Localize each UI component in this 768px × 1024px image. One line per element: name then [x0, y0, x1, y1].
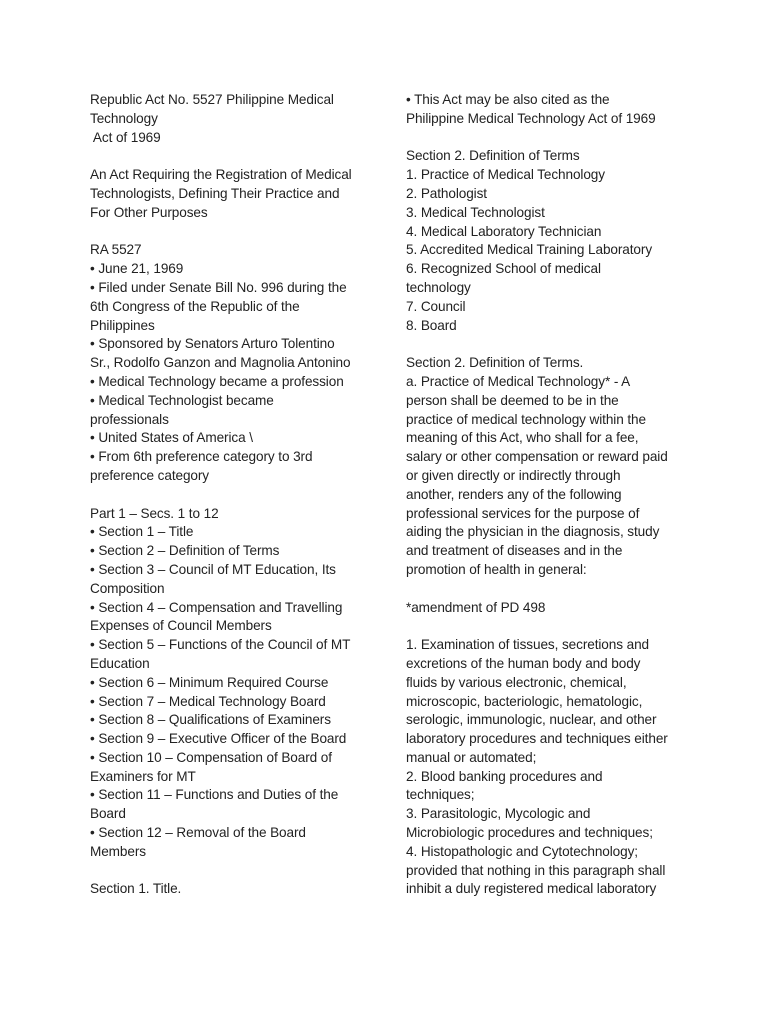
- right-blank-line: [406, 335, 688, 354]
- right-text-line: meaning of this Act, who shall for a fee,: [406, 430, 639, 446]
- left-text-line: An Act Requiring the Registration of Medical: [90, 167, 352, 183]
- left-text-line: RA 5527: [90, 242, 142, 258]
- right-text-line: 3. Parasitologic, Mycologic and: [406, 806, 591, 822]
- right-text-line: laboratory procedures and techniques either: [406, 731, 668, 747]
- left-column: [90, 91, 380, 899]
- right-blank-line: [406, 617, 688, 636]
- left-text-line: Act of 1969: [90, 129, 161, 145]
- right-text-line: technology: [406, 279, 471, 295]
- right-text-line: a. Practice of Medical Technology* - A: [406, 373, 631, 389]
- left-text-line: • Sponsored by Senators Arturo Tolentino: [90, 336, 335, 352]
- right-text-line: professional services for the purpose of: [406, 505, 640, 521]
- left-text-line: preference category: [90, 467, 210, 483]
- left-text-line: Members: [90, 843, 146, 859]
- right-text-line: 1. Practice of Medical Technology: [406, 167, 605, 183]
- right-text-line: • This Act may be also cited as the: [406, 92, 610, 107]
- right-blank-line: [406, 129, 688, 148]
- right-text-line: Section 2. Definition of Terms.: [406, 355, 584, 371]
- right-text-line: 3. Medical Technologist: [406, 204, 545, 220]
- left-text-line: Part 1 – Secs. 1 to 12: [90, 505, 219, 521]
- left-blank-line: [90, 147, 380, 166]
- right-text-line: 8. Board: [406, 317, 457, 333]
- left-text-line: • Section 9 – Executive Officer of the Board: [90, 731, 347, 747]
- left-text-line: • June 21, 1969: [90, 261, 184, 277]
- left-text-line: • Section 10 – Compensation of Board of: [90, 749, 332, 765]
- left-text-line: • Filed under Senate Bill No. 996 during the: [90, 279, 347, 295]
- right-text-line: another, renders any of the following: [406, 486, 622, 502]
- right-text-line: salary or other compensation or reward paid: [406, 449, 668, 465]
- left-text-line: • Section 3 – Council of MT Education, Its: [90, 561, 336, 577]
- left-text-line: Expenses of Council Members: [90, 618, 272, 634]
- right-text-line: 6. Recognized School of medical: [406, 261, 601, 277]
- right-text-line: *amendment of PD 498: [406, 599, 546, 615]
- right-text-line: techniques;: [406, 787, 475, 803]
- left-text-line: • Section 4 – Compensation and Travelling: [90, 599, 343, 615]
- left-text-line: • Section 2 – Definition of Terms: [90, 543, 280, 559]
- left-text-line: • From 6th preference category to 3rd: [90, 449, 313, 465]
- right-text-line: practice of medical technology within the: [406, 411, 646, 427]
- left-text-line: Composition: [90, 580, 165, 596]
- left-text-line: Technologists, Defining Their Practice and: [90, 185, 340, 201]
- right-text-line: inhibit a duly registered medical laboratory: [406, 881, 657, 897]
- right-text-line: Section 2. Definition of Terms: [406, 148, 580, 164]
- right-text-line: aiding the physician in the diagnosis, study: [406, 524, 660, 540]
- left-text-line: • Section 12 – Removal of the Board: [90, 825, 306, 841]
- left-blank-line: [90, 486, 380, 505]
- left-text-line: For Other Purposes: [90, 204, 208, 220]
- right-text-line: 5. Accredited Medical Training Laboratory: [406, 242, 653, 258]
- left-text-line: professionals: [90, 411, 169, 427]
- left-text-line: Section 1. Title.: [90, 881, 182, 897]
- right-column: [406, 91, 688, 899]
- right-text-line: 4. Medical Laboratory Technician: [406, 223, 602, 239]
- left-text-line: • Medical Technologist became: [90, 392, 274, 408]
- left-text-line: • United States of America \: [90, 430, 253, 446]
- left-text-line: Republic Act No. 5527 Philippine Medical: [90, 92, 334, 107]
- right-blank-line: [406, 580, 688, 599]
- right-text-line: 1. Examination of tissues, secretions and: [406, 637, 649, 653]
- right-text-line: person shall be deemed to be in the: [406, 392, 619, 408]
- left-text-line: • Medical Technology became a profession: [90, 373, 344, 389]
- right-text-line: microscopic, bacteriologic, hematologic,: [406, 693, 643, 709]
- right-text-line: 2. Blood banking procedures and: [406, 768, 603, 784]
- right-text-line: 4. Histopathologic and Cytotechnology;: [406, 843, 638, 859]
- left-text-line: Board: [90, 806, 126, 822]
- left-blank-line: [90, 862, 380, 881]
- right-text-line: manual or automated;: [406, 749, 537, 765]
- left-text-line: Technology: [90, 110, 158, 126]
- right-text-line: and treatment of diseases and in the: [406, 543, 623, 559]
- left-text-line: 6th Congress of the Republic of the: [90, 298, 300, 314]
- left-text-line: Sr., Rodolfo Ganzon and Magnolia Antonino: [90, 355, 351, 371]
- left-text-line: • Section 5 – Functions of the Council of MT: [90, 637, 351, 653]
- right-text-line: serologic, immunologic, nuclear, and other: [406, 712, 657, 728]
- right-text-line: provided that nothing in this paragraph shall: [406, 862, 666, 878]
- left-text-line: • Section 8 – Qualifications of Examiners: [90, 712, 331, 728]
- left-blank-line: [90, 223, 380, 242]
- left-text-line: Philippines: [90, 317, 155, 333]
- right-text-line: promotion of health in general:: [406, 561, 587, 577]
- right-text-line: Philippine Medical Technology Act of 1969: [406, 110, 656, 126]
- right-text-line: excretions of the human body and body: [406, 655, 641, 671]
- left-text-line: Examiners for MT: [90, 768, 196, 784]
- left-text-line: • Section 7 – Medical Technology Board: [90, 693, 326, 709]
- right-text-line: fluids by various electronic, chemical,: [406, 674, 627, 690]
- left-text-line: • Section 11 – Functions and Duties of the: [90, 787, 339, 803]
- right-text-line: or given directly or indirectly through: [406, 467, 621, 483]
- right-text-line: 2. Pathologist: [406, 185, 487, 201]
- left-text-line: • Section 1 – Title: [90, 524, 194, 540]
- right-text-line: Microbiologic procedures and techniques;: [406, 825, 653, 841]
- left-text-line: • Section 6 – Minimum Required Course: [90, 674, 329, 690]
- left-text-line: Education: [90, 655, 150, 671]
- right-text-line: 7. Council: [406, 298, 466, 314]
